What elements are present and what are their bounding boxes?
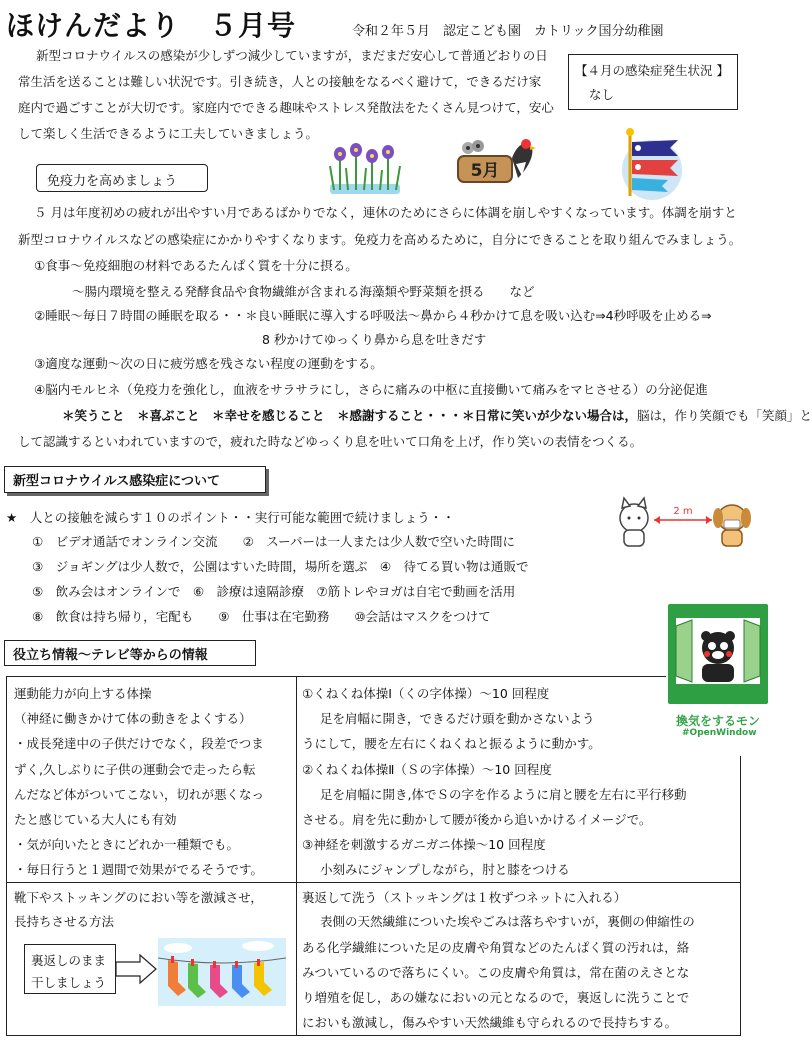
corona-point-line-4: ⑧ 飲食は持ち帰り，宅配も ⑨ 仕事は在宅勤務 ⑩会話はマスクをつけて bbox=[32, 609, 491, 624]
tips-table-border-bottom bbox=[6, 1035, 741, 1036]
exercise-left-line-1: 運動能力が向上する体操 bbox=[14, 686, 152, 701]
immunity-bold-text: ＊笑うこと ＊喜ぶこと ＊幸せを感じること ＊感謝すること・・・＊日常に笑いが少ない場合は， bbox=[62, 408, 638, 423]
exercise-left-line-3: ・成長発達中の子供だけでなく，段差でつま bbox=[14, 736, 264, 751]
immunity-bold-tail: 脳は，作り笑顔でも「笑顔」と bbox=[637, 408, 812, 423]
tips-table-border-right bbox=[740, 756, 741, 1036]
exercise-right-line-8: 小刻みにジャンプしながら，肘と膝をつける bbox=[320, 862, 570, 877]
exercise-right-line-5: 足を肩幅に開き,体でＳの字を作るように肩と腰を左右に平行移動 bbox=[320, 787, 687, 802]
immunity-bold-line bbox=[62, 408, 812, 424]
page-subtitle: 令和２年５月 認定こども園 カトリック国分幼稚園 bbox=[352, 24, 664, 39]
intro-line-2: 常生活を送ることは難しい状況です。引き続き，人との接触をなるべく避けて，できるだけ家 bbox=[18, 74, 542, 89]
tips-table-row-divider bbox=[6, 882, 741, 883]
immunity-line-8: ④脳内モルヒネ（免疫力を強化し，血液をサラサラにし，さらに痛みの中枢に直接働いて痛みをマヒさせる）の分泌促進 bbox=[34, 382, 708, 397]
socks-left-line-1: 靴下やストッキングのにおい等を激減させ， bbox=[14, 890, 263, 905]
social-distance-illustration bbox=[614, 496, 754, 550]
exercise-left-line-6: たと感じている大人にも有効 bbox=[14, 812, 177, 827]
may-sign-illustration bbox=[456, 134, 536, 186]
exercise-right-line-6: させる。肩を先に動かして腰が後から追いかけるイメージで。 bbox=[302, 812, 652, 827]
intro-line-3: 庭内で過ごすことが大切です。家庭内でできる趣味やストレス発散法をたくさん見つけて，安心 bbox=[18, 100, 554, 115]
corona-section-heading: 新型コロナウイルス感染症について bbox=[4, 466, 266, 493]
socks-callout-line-2: 干しましょう bbox=[31, 975, 107, 990]
tips-table-border-left bbox=[6, 676, 7, 1036]
immunity-line-1: ５ 月は年度初めの疲れが出やすい月であるばかりでなく，連休のためにさらに体調を崩しやすくなっています。体調を崩すと bbox=[34, 205, 737, 220]
exercise-left-line-4: ずく,久しぶりに子供の運動会で走ったら転 bbox=[14, 762, 256, 777]
ventilation-window bbox=[676, 618, 760, 684]
exercise-right-line-4: ②くねくね体操Ⅱ（Ｓの字体操）～10 回程度 bbox=[302, 762, 552, 777]
tips-table-divider bbox=[296, 676, 297, 1036]
corona-point-line-2: ③ ジョギングは少人数で，公園はすいた時間，場所を選ぶ ④ 待てる買い物は通販で bbox=[32, 559, 529, 574]
corona-point-line-1: ① ビデオ通話でオンライン交流 ② スーパーは一人または少人数で空いた時間に bbox=[32, 534, 516, 549]
intro-line-1: 新型コロナウイルスの感染が少しずつ減少していますが，まだまだ安心して普通どおりの日 bbox=[36, 48, 548, 63]
socks-left-line-2: 長持ちさせる方法 bbox=[14, 914, 115, 929]
immunity-heading: 免疫力を高めましょう bbox=[47, 174, 178, 189]
socks-right-line-4: みついているので落ちにくい。この皮膚や角質は，常在菌のえさとな bbox=[302, 965, 690, 980]
exercise-left-line-2: （神経に働きかけて体の動きをよくする） bbox=[14, 711, 252, 726]
socks-right-line-1: 裏返して洗う（ストッキングは１枚ずつネットに入れる） bbox=[302, 890, 627, 905]
kumamon-window-icon bbox=[676, 618, 760, 684]
exercise-right-line-7: ③神経を刺激するガニガニ体操～10 回程度 bbox=[302, 837, 546, 852]
infection-status-box bbox=[568, 54, 738, 110]
socks-right-line-3: ある化学繊維についた足の皮膚や角質などのたんぱく質の汚れは，絡 bbox=[302, 940, 690, 955]
socks-callout-line-1: 裏返しのまま bbox=[31, 953, 107, 968]
koinobori-illustration bbox=[608, 126, 688, 198]
exercise-left-line-7: ・気が向いたときにどれか一種類でも。 bbox=[14, 837, 240, 852]
corona-point-line-3: ⑤ 飲み会はオンラインで ⑥ 診療は遠隔診療 ⑦筋トレやヨガは自宅で動画を活用 bbox=[32, 584, 516, 599]
socks-right-line-2: 表側の天然繊維についた埃やごみは落ちやすいが，裏側の伸縮性の bbox=[320, 914, 695, 929]
exercise-right-line-1: ①くねくね体操Ⅰ（くの字体操）～10 回程度 bbox=[302, 686, 550, 701]
tips-section-heading: 役立ち情報～テレビ等からの情報 bbox=[4, 640, 256, 666]
corona-star-line: ★ 人との接触を減らす１０のポイント・・実行可能な範囲で続けましょう・・ bbox=[6, 510, 455, 525]
distance-label: 2 m bbox=[673, 506, 693, 517]
immunity-line-3: ①食事～免疫細胞の材料であるたんぱく質を十分に摂る。 bbox=[34, 258, 358, 273]
infection-status-title: 【４月の感染症発生状況 】 bbox=[575, 63, 729, 78]
page-title: ほけんだより ５月号 bbox=[6, 9, 297, 42]
may-badge-text: 5月 bbox=[470, 161, 500, 181]
tips-table-border-top bbox=[6, 676, 666, 677]
socks-drying-illustration bbox=[158, 938, 286, 1006]
immunity-line-7: ③適度な運動～次の日に疲労感を残さない程度の運動をする。 bbox=[34, 356, 383, 371]
ventilation-poster bbox=[668, 604, 768, 704]
iris-flowers-illustration bbox=[326, 140, 404, 198]
socks-callout-box bbox=[24, 944, 116, 994]
immunity-line-2: 新型コロナウイルスなどの感染症にかかりやすくなります。免疫力を高めるために，自分にできることを取り組んでみましょう。 bbox=[18, 232, 742, 247]
callout-arrow-icon bbox=[116, 954, 158, 984]
exercise-left-line-8: ・毎日行うと１週間で効果がでるそうです。 bbox=[14, 862, 264, 877]
immunity-line-6: 8 秒かけてゆっくり鼻から息を吐きだす bbox=[262, 332, 487, 347]
immunity-last-line: して認識するといわれていますので，疲れた時などゆっくり息を吐いて口角を上げ，作り笑いの表情をつくる。 bbox=[18, 434, 643, 449]
socks-right-line-5: り増殖を促し，あの嫌なにおいの元となるので，裏返しに洗うことで bbox=[302, 990, 690, 1005]
immunity-heading-box bbox=[36, 164, 208, 192]
immunity-line-5: ②睡眠～毎日７時間の睡眠を取る・・＊良い睡眠に導入する呼吸法～鼻から４秒かけて息を吸い込む⇒4秒呼吸を止める⇒ bbox=[34, 308, 712, 323]
infection-status-value: なし bbox=[589, 87, 615, 102]
exercise-right-line-3: うにして，腰を左右にくねくねと振るように動かす。 bbox=[302, 736, 601, 751]
exercise-right-line-2: 足を肩幅に開き，できるだけ頭を動かさないよう bbox=[320, 711, 595, 726]
ventilation-caption: 換気をするモン bbox=[676, 714, 761, 728]
immunity-line-4: ～腸内環境を整える発酵食品や食物繊維が含まれる海藻類や野菜類を摂る など bbox=[72, 284, 535, 299]
ventilation-tag: #OpenWindow bbox=[682, 728, 757, 738]
exercise-left-line-5: んだなど体がついてこない，切れが悪くなっ bbox=[14, 787, 265, 802]
socks-right-line-6: においも激減し，傷みやすい天然繊維も守られるので長持ちする。 bbox=[302, 1015, 678, 1030]
intro-line-4: して楽しく生活できるように工夫していきましょう。 bbox=[18, 126, 319, 141]
